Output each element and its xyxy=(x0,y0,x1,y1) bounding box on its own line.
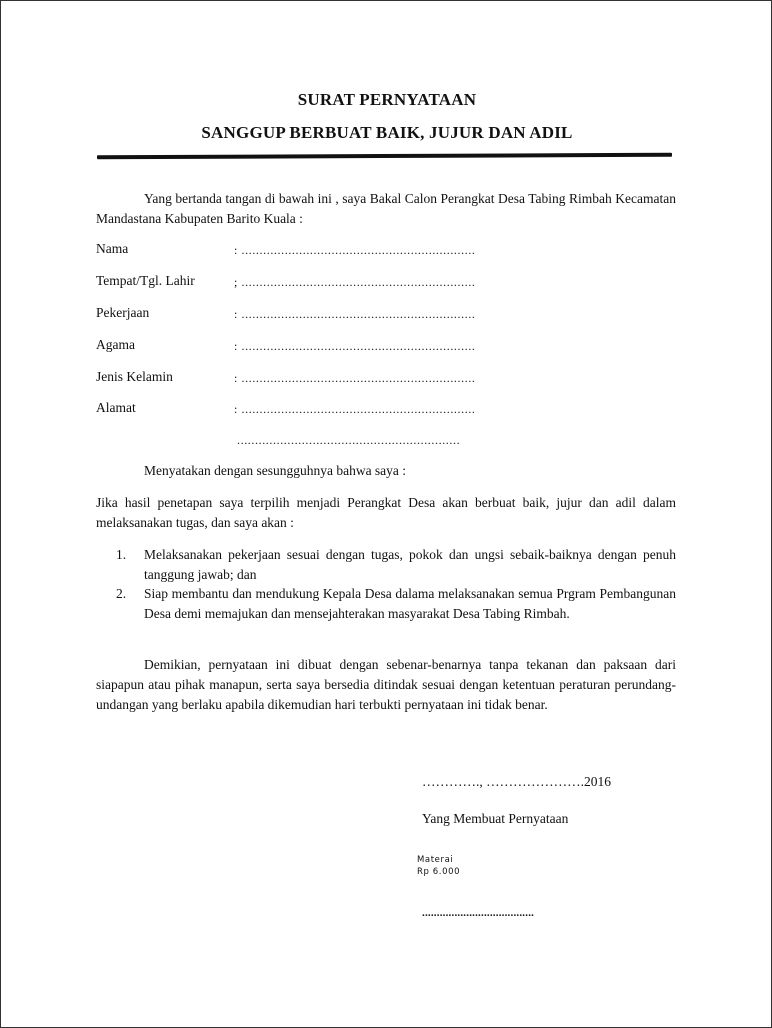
document-title: SURAT PERNYATAAN xyxy=(297,90,477,109)
field-label-agama: Agama xyxy=(96,337,135,352)
commitment-text-2: Siap membantu dan mendukung Kepala Desa dalama melaksanakan semua Prgram Pembangunan Desa demi memajukan dan mensejahterakan masyarakat Desa Tabing Rimbah. xyxy=(144,586,676,621)
condition-paragraph: Jika hasil penetapan saya terpilih menjadi Perangkat Desa akan berbuat baik, jujur dan adil dalam melaksanakan tugas, dan saya akan : xyxy=(96,495,676,530)
stamp-label: Materai xyxy=(417,855,454,865)
field-dots-tempat-tgl-lahir: ; ................................................................. xyxy=(234,275,476,289)
intro-paragraph: Yang bertanda tangan di bawah ini , saya Bakal Calon Perangkat Desa Tabing Rimbah Kecamatan Mandastana Kabupaten Barito Kuala : xyxy=(96,191,676,226)
commitment-text-1: Melaksanakan pekerjaan sesuai dengan tugas, pokok dan ungsi sebaik-baiknya dengan penuh tanggung jawab; dan xyxy=(144,547,676,582)
commitment-item-2 xyxy=(116,584,676,624)
field-label-nama: Nama xyxy=(96,241,129,256)
commitment-number-1: 1. xyxy=(116,547,127,562)
field-dots-jenis-kelamin: : ................................................................. xyxy=(234,371,476,385)
field-label-pekerjaan: Pekerjaan xyxy=(96,305,150,320)
field-dots-pekerjaan: : ................................................................. xyxy=(234,307,476,321)
field-label-jenis-kelamin: Jenis Kelamin xyxy=(96,369,173,384)
signer-label: Yang Membuat Pernyataan xyxy=(422,811,569,826)
document-subtitle: SANGGUP BERBUAT BAIK, JUJUR DAN ADIL xyxy=(201,123,573,142)
stamp-amount: Rp 6.000 xyxy=(417,867,461,877)
closing-paragraph: Demikian, pernyataan ini dibuat dengan sebenar-benarnya tanpa tekanan dan paksaan dari siapapun atau pihak manapun, serta saya bersedia ditindak sesuai dengan ketentuan peraturan perundang-undangan yang berlaku apabila dikemudian hari terbukti pernyataan ini tidak benar. xyxy=(96,657,676,712)
field-label-alamat: Alamat xyxy=(96,400,136,415)
field-label-tempat-tgl-lahir: Tempat/Tgl. Lahir xyxy=(96,273,195,288)
field-dots-nama: : ................................................................. xyxy=(234,243,476,257)
field-dots-alamat-extra: .............................................................. xyxy=(237,433,461,447)
place-date-line: …………., ………………….2016 xyxy=(422,774,611,789)
title-underline xyxy=(97,153,672,160)
commitment-number-2: 2. xyxy=(116,586,127,601)
signer-name-dots: ...................................... xyxy=(422,907,535,919)
statement-lead: Menyatakan dengan sesungguhnya bahwa saya : xyxy=(144,463,407,478)
commitment-item-1 xyxy=(116,545,676,585)
field-dots-alamat: : ................................................................. xyxy=(234,402,476,416)
field-dots-agama: : ................................................................. xyxy=(234,339,476,353)
